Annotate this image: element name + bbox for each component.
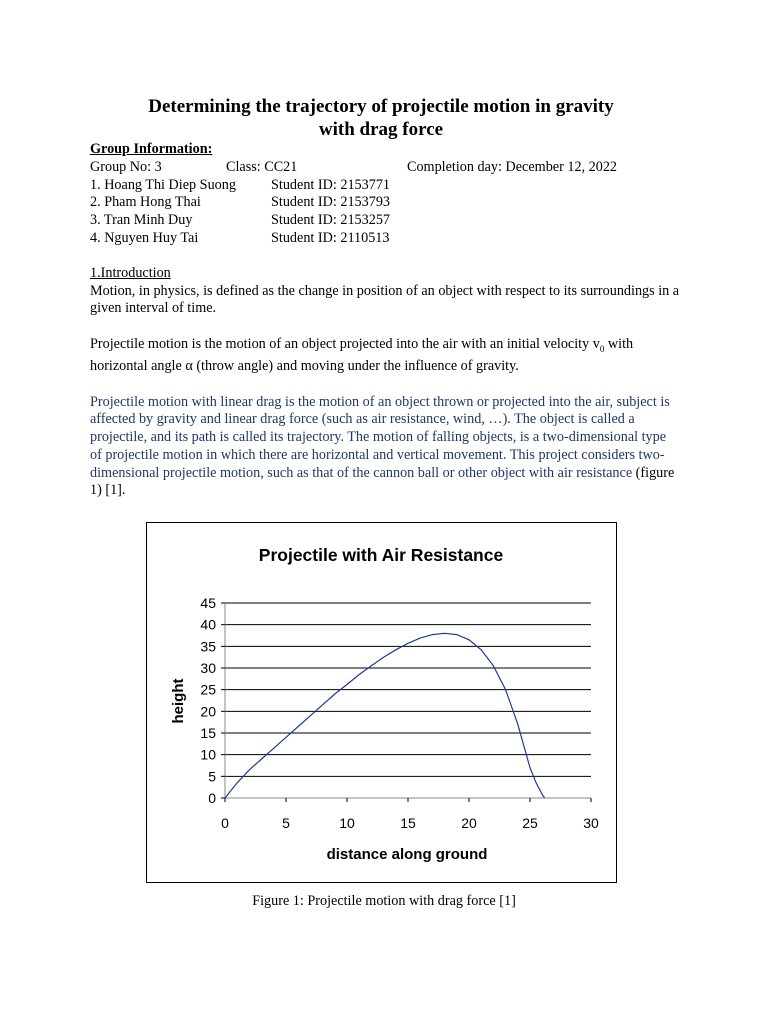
projectile-chart: [147, 523, 616, 882]
introduction-heading: 1.Introduction: [90, 265, 171, 281]
member-name: 1. Hoang Thi Diep Suong: [90, 176, 236, 193]
group-info: [90, 141, 680, 248]
x-tick-label: 25: [522, 815, 538, 831]
intro-paragraph-2-text: Projectile motion is the motion of an object projected into the air with an initial velocity v: [90, 335, 600, 352]
intro-paragraph-1: Motion, in physics, is defined as the change in position of an object with respect to its surroundings in a given interval of time.: [90, 282, 680, 317]
trajectory-line: [225, 633, 545, 798]
y-tick-label: 0: [208, 790, 216, 806]
y-tick-label: 40: [200, 616, 216, 633]
intro-paragraph-3-text: Projectile motion with linear drag is the motion of an object thrown or projected into the air, subject is affected by gravity and linear drag force (such as air resistance, wind, …). The object is called a projectile, and its path is called its trajectory. The motion of falling objects, is a two-dimensional type of projectile motion in which there are horizontal and vertical movement. This project considers two-dimensional projectile motion, such as that of the cannon ball or other object with air resistance: [90, 393, 670, 481]
y-tick-label: 30: [200, 660, 216, 676]
member-name: 2. Pham Hong Thai: [90, 194, 201, 211]
title-line-1: Determining the trajectory of projectile motion in gravity: [148, 96, 614, 117]
chart-title: Projectile with Air Resistance: [258, 545, 504, 565]
y-tick-label: 20: [200, 703, 216, 720]
y-tick-label: 10: [200, 746, 216, 763]
y-axis-label: height: [170, 678, 187, 724]
intro-paragraph-2-text-end: with horizontal angle α (throw angle) and moving under the influence of gravity.: [90, 335, 634, 375]
x-tick-label: 30: [583, 815, 599, 831]
x-tick-label: 15: [400, 815, 416, 831]
velocity-subscript: 0: [599, 343, 605, 354]
chart-ticks: [200, 595, 599, 831]
class-label: Class: CC21: [226, 158, 298, 175]
group-info-heading: Group Information:: [90, 141, 213, 157]
x-axis-label: distance along ground: [326, 846, 488, 863]
member-name: 4. Nguyen Huy Tai: [90, 229, 199, 246]
completion-day: Completion day: December 12, 2022: [407, 158, 618, 175]
x-tick-label: 0: [221, 815, 229, 831]
x-tick-label: 10: [339, 815, 355, 831]
member-id: Student ID: 2153793: [271, 194, 391, 211]
title-line-2: with drag force: [318, 119, 444, 140]
member-name: 3. Tran Minh Duy: [90, 212, 193, 229]
group-number: Group No: 3: [90, 158, 162, 175]
y-tick-label: 35: [200, 638, 216, 655]
document-title: [90, 95, 672, 141]
member-row: [90, 177, 680, 195]
figure-caption: Figure 1: Projectile motion with drag force [1]: [252, 893, 516, 909]
member-row: [90, 194, 680, 212]
member-row: [90, 212, 680, 230]
figure-1: [146, 522, 617, 883]
x-tick-label: 5: [282, 815, 290, 831]
member-id: Student ID: 2153257: [271, 212, 391, 229]
y-tick-label: 45: [200, 595, 216, 611]
y-tick-label: 5: [208, 768, 216, 785]
introduction-section: [90, 265, 680, 500]
member-id: Student ID: 2110513: [271, 229, 390, 246]
member-row: [90, 230, 680, 248]
intro-paragraph-3: [90, 394, 680, 500]
y-tick-label: 15: [200, 725, 216, 741]
y-tick-label: 25: [200, 681, 216, 698]
member-id: Student ID: 2153771: [271, 176, 391, 193]
chart-axes: [225, 603, 591, 798]
intro-paragraph-2: [90, 336, 680, 376]
figure-reference: (figure 1) [1].: [90, 464, 675, 499]
chart-grid: [225, 603, 591, 776]
x-tick-label: 20: [461, 815, 477, 831]
